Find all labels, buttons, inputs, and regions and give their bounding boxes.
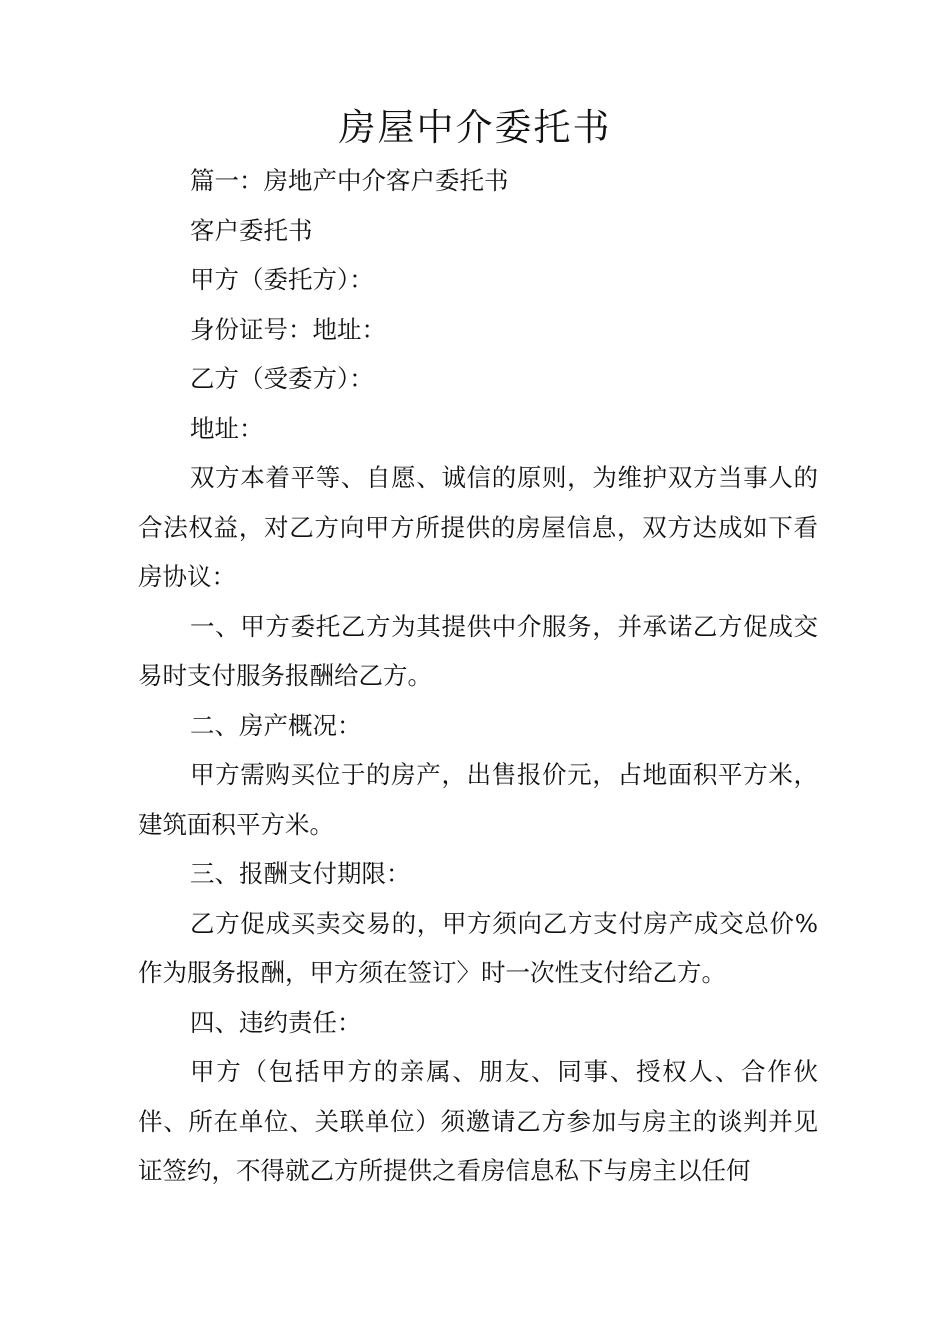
document-body: [138, 156, 818, 1196]
paragraph-section-heading: 篇一：房地产中介客户委托书: [190, 166, 509, 195]
paragraph-clause-3-heading: 三、报酬支付期限：: [190, 859, 411, 888]
paragraph-subtitle: 客户委托书: [190, 215, 313, 245]
paragraph-id-address: 身份证号：地址：: [190, 314, 386, 344]
paragraph-clause-2-heading: 二、房产概况：: [190, 710, 362, 740]
paragraph-clause-4-body: 甲方（包括甲方的亲属、朋友、同事、授权人、合作伙伴、所在单位、关联单位）须邀请乙方参加与房主的谈判并见证签约，不得就乙方所提供之看房信息私下与房主以任何: [138, 1057, 818, 1185]
paragraph-clause-2-body: 甲方需购买位于的房产，出售报价元，占地面积平方米，建筑面积平方米。: [138, 760, 818, 839]
paragraph-address: 地址：: [190, 413, 264, 443]
paragraph-party-a: 甲方（委托方）：: [190, 265, 374, 294]
paragraph-clause-4-heading: 四、违约责任：: [190, 1007, 362, 1037]
paragraph-preamble: 双方本着平等、自愿、诚信的原则，为维护双方当事人的合法权益，对乙方向甲方所提供的房屋信息，双方达成如下看房协议：: [138, 463, 818, 591]
paragraph-clause-1: 一、甲方委托乙方为其提供中介服务，并承诺乙方促成交易时支付服务报酬给乙方。: [138, 611, 818, 690]
paragraph-party-b: 乙方（受委方）：: [190, 364, 374, 393]
document-title: 房屋中介委托书: [338, 106, 612, 149]
paragraph-clause-3-body: 乙方促成买卖交易的，甲方须向乙方支付房产成交总价%作为服务报酬，甲方须在签订〉时一次性支付给乙方。: [138, 908, 818, 987]
